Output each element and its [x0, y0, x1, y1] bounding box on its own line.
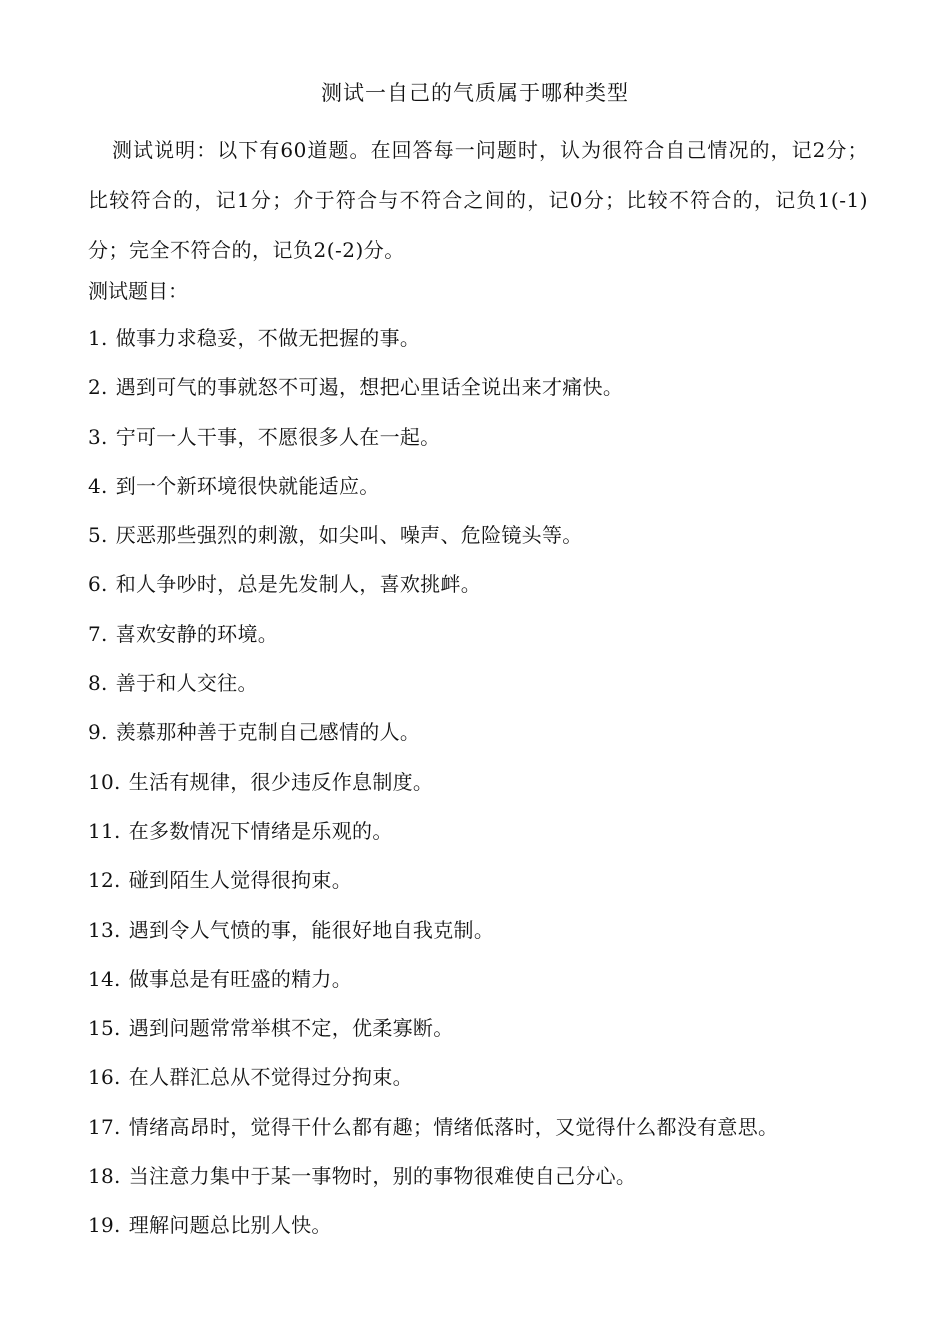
question-number: 15.	[88, 1016, 121, 1041]
question-number: 6.	[88, 572, 108, 597]
question-text: 遇到令人气愤的事，能很好地自我克制。	[128, 917, 495, 942]
question-number: 18.	[88, 1164, 121, 1189]
question-number: 12.	[88, 868, 121, 893]
question-item	[88, 964, 888, 1013]
question-item	[88, 323, 888, 372]
question-item	[88, 816, 888, 865]
question-text: 生活有规律，很少违反作息制度。	[128, 769, 434, 794]
question-number: 11.	[88, 818, 121, 843]
question-item	[88, 1112, 888, 1161]
question-item	[88, 668, 888, 717]
question-item	[88, 569, 888, 618]
question-text: 在多数情况下情绪是乐观的。	[128, 818, 393, 843]
question-item	[88, 717, 888, 766]
question-item	[88, 1062, 888, 1111]
question-item	[88, 1210, 888, 1259]
question-number: 19.	[88, 1213, 121, 1238]
question-text: 做事力求稳妥，不做无把握的事。	[115, 326, 421, 350]
question-item	[88, 865, 888, 914]
question-text: 羡慕那种善于克制自己感情的人。	[115, 720, 421, 745]
question-item	[88, 471, 888, 520]
question-text: 善于和人交往。	[115, 671, 258, 696]
question-list	[88, 323, 888, 1260]
question-text: 做事总是有旺盛的精力。	[128, 966, 353, 991]
question-number: 17.	[88, 1114, 121, 1139]
question-number: 13.	[88, 917, 121, 942]
question-item	[88, 1013, 888, 1062]
question-text: 在人群汇总从不觉得过分拘束。	[128, 1065, 413, 1090]
question-number: 14.	[88, 966, 121, 991]
question-number: 10.	[88, 769, 121, 794]
question-number: 4.	[88, 473, 108, 498]
question-text: 碰到陌生人觉得很拘束。	[128, 868, 353, 893]
question-number: 3.	[88, 424, 108, 449]
question-text: 遇到可气的事就怒不可遏，想把心里话全说出来才痛快。	[115, 375, 624, 400]
document-title: 测试一自己的气质属于哪种类型	[321, 81, 629, 105]
question-item	[88, 372, 888, 421]
question-item	[88, 520, 888, 569]
question-text: 宁可一人干事，不愿很多人在一起。	[115, 424, 441, 449]
question-text: 当注意力集中于某一事物时，别的事物很难使自己分心。	[128, 1164, 637, 1189]
question-item	[88, 767, 888, 816]
question-number: 1.	[88, 326, 108, 350]
question-text: 喜欢安静的环境。	[115, 621, 279, 646]
question-text: 理解问题总比别人快。	[128, 1213, 332, 1238]
question-number: 8.	[88, 671, 108, 696]
question-number: 5.	[88, 523, 108, 548]
question-item	[88, 422, 888, 471]
question-text: 遇到问题常常举棋不定，优柔寡断。	[128, 1016, 454, 1041]
question-number: 7.	[88, 621, 108, 646]
instructions-paragraph: 测试说明：以下有60道题。在回答每一问题时，认为很符合自己情况的，记2分；比较符合的，记1分；介于符合与不符合之间的，记0分；比较不符合的，记负1(-1)分；完全不符合的，记负2(-2)分。	[88, 138, 868, 262]
question-item	[88, 619, 888, 668]
question-item	[88, 915, 888, 964]
question-number: 2.	[88, 375, 108, 400]
question-number: 9.	[88, 720, 108, 745]
question-item	[88, 1161, 888, 1210]
question-number: 16.	[88, 1065, 121, 1090]
question-text: 厌恶那些强烈的刺激，如尖叫、噪声、危险镜头等。	[115, 523, 583, 548]
question-text: 情绪高昂时，觉得干什么都有趣；情绪低落时，又觉得什么都没有意思。	[128, 1114, 779, 1139]
questions-heading: 测试题目：	[88, 279, 188, 303]
question-text: 到一个新环境很快就能适应。	[115, 473, 380, 498]
question-text: 和人争吵时，总是先发制人，喜欢挑衅。	[115, 572, 482, 597]
